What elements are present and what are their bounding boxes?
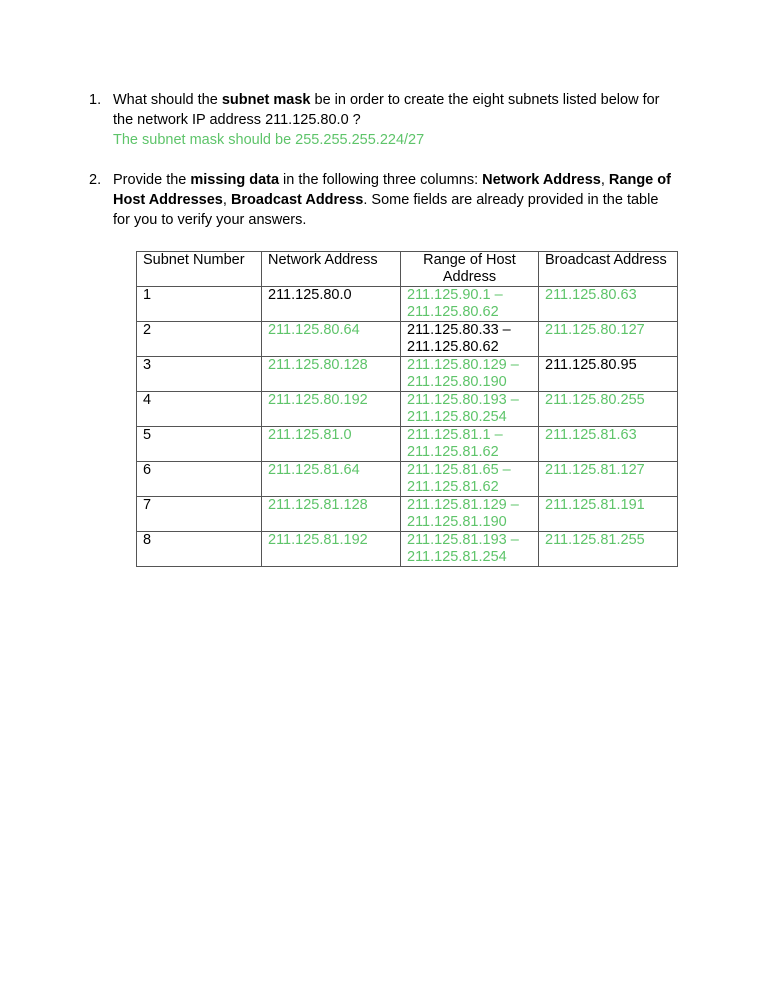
table-row: [137, 497, 678, 532]
question-emphasis: Broadcast Address: [230, 192, 364, 208]
question-text: What should the: [113, 92, 222, 108]
cell-broadcast-address-text: 211.125.81.63: [545, 427, 637, 443]
cell-subnet-number: [137, 287, 262, 322]
cell-host-range-text: 211.125.80.190: [407, 374, 507, 390]
cell-broadcast-address-text: 211.125.81.191: [545, 497, 645, 513]
cell-host-range: [401, 532, 539, 567]
answer-text: The subnet mask should be 255.255.255.224/27: [113, 132, 425, 148]
cell-subnet-number: [137, 462, 262, 497]
cell-broadcast-address: [539, 322, 678, 357]
cell-network-address-text: 211.125.80.0: [268, 287, 352, 303]
cell-broadcast-address: [539, 427, 678, 462]
cell-host-range-text: 211.125.81.193 –: [407, 532, 519, 548]
cell-host-range-text: 211.125.81.254: [407, 549, 507, 565]
table-row: [137, 322, 678, 357]
cell-host-range-text: 211.125.81.129 –: [407, 497, 519, 513]
cell-subnet-number-text: 3: [143, 357, 152, 373]
cell-network-address: [262, 497, 401, 532]
cell-network-address: [262, 322, 401, 357]
cell-subnet-number-text: 5: [143, 427, 152, 443]
cell-host-range-text: 211.125.80.62: [407, 304, 499, 320]
cell-network-address: [262, 287, 401, 322]
cell-network-address: [262, 357, 401, 392]
cell-network-address-text: 211.125.81.128: [268, 497, 368, 513]
cell-host-range-text: 211.125.81.190: [407, 514, 507, 530]
header-subnet-number: Subnet Number: [137, 252, 262, 287]
cell-host-range-text: 211.125.81.1 –: [407, 427, 503, 443]
cell-host-range-text: 211.125.90.1 –: [407, 287, 503, 303]
table-row: [137, 287, 678, 322]
cell-host-range-text: 211.125.80.62: [407, 339, 499, 355]
cell-host-range: [401, 287, 539, 322]
cell-subnet-number-text: 6: [143, 462, 152, 478]
cell-host-range: [401, 462, 539, 497]
cell-subnet-number-text: 8: [143, 532, 152, 548]
question-emphasis: Range of Host Addresses: [113, 172, 671, 208]
table-row: [137, 462, 678, 497]
cell-broadcast-address: [539, 497, 678, 532]
cell-network-address: [262, 427, 401, 462]
cell-network-address-text: 211.125.81.0: [268, 427, 352, 443]
cell-subnet-number: [137, 497, 262, 532]
question-emphasis: subnet mask: [221, 92, 311, 108]
cell-host-range: [401, 357, 539, 392]
question-2: [89, 170, 673, 230]
cell-host-range-text: 211.125.80.129 –: [407, 357, 519, 373]
cell-network-address-text: 211.125.80.128: [268, 357, 368, 373]
cell-host-range: [401, 392, 539, 427]
header-network-address: Network Address: [262, 252, 401, 287]
table-row: [137, 392, 678, 427]
cell-host-range-text: 211.125.81.62: [407, 479, 499, 495]
cell-broadcast-address: [539, 462, 678, 497]
cell-host-range-text: 211.125.80.254: [407, 409, 507, 425]
cell-broadcast-address: [539, 287, 678, 322]
question-text: . Some fields are already provided in the table for you to verify your answers.: [113, 192, 659, 228]
header-broadcast-address: Broadcast Address: [539, 252, 678, 287]
cell-broadcast-address-text: 211.125.80.127: [545, 322, 645, 338]
cell-broadcast-address-text: 211.125.81.127: [545, 462, 645, 478]
cell-host-range-text: 211.125.80.33 –: [407, 322, 511, 338]
cell-subnet-number-text: 1: [143, 287, 152, 303]
table-row: [137, 532, 678, 567]
cell-subnet-number: [137, 427, 262, 462]
question-text: be in order to create the eight subnets listed below for the network IP address 211.125.80.0 ?: [113, 92, 660, 128]
cell-network-address-text: 211.125.81.64: [268, 462, 360, 478]
question-text: ,: [222, 192, 231, 208]
cell-network-address-text: 211.125.80.192: [268, 392, 368, 408]
cell-host-range-text: 211.125.81.65 –: [407, 462, 511, 478]
cell-network-address-text: 211.125.80.64: [268, 322, 360, 338]
cell-broadcast-address: [539, 392, 678, 427]
cell-host-range: [401, 497, 539, 532]
cell-broadcast-address: [539, 357, 678, 392]
cell-network-address-text: 211.125.81.192: [268, 532, 368, 548]
cell-network-address: [262, 462, 401, 497]
question-number: 1.: [89, 92, 102, 108]
cell-broadcast-address-text: 211.125.80.63: [545, 287, 637, 303]
table-row: [137, 357, 678, 392]
table-row: [137, 427, 678, 462]
cell-subnet-number-text: 7: [143, 497, 152, 513]
cell-subnet-number-text: 2: [143, 322, 152, 338]
question-emphasis: missing data: [190, 172, 280, 188]
cell-host-range: [401, 427, 539, 462]
table-header-row: [137, 252, 678, 287]
cell-broadcast-address: [539, 532, 678, 567]
cell-host-range: [401, 322, 539, 357]
cell-broadcast-address-text: 211.125.80.255: [545, 392, 645, 408]
question-emphasis: Network Address: [482, 172, 601, 188]
question-1: [89, 90, 673, 150]
question-number: 2.: [89, 172, 102, 188]
cell-subnet-number-text: 4: [143, 392, 152, 408]
header-range-of-host-address: Range of Host Address: [401, 252, 539, 287]
cell-network-address: [262, 532, 401, 567]
question-text: Provide the: [113, 172, 191, 188]
cell-network-address: [262, 392, 401, 427]
question-text: ,: [600, 172, 609, 188]
subnet-table: [136, 251, 678, 567]
cell-host-range-text: 211.125.81.62: [407, 444, 499, 460]
cell-broadcast-address-text: 211.125.80.95: [545, 357, 637, 373]
question-text: in the following three columns:: [279, 172, 483, 188]
cell-subnet-number: [137, 392, 262, 427]
subnet-table-body: [137, 252, 678, 567]
cell-subnet-number: [137, 322, 262, 357]
cell-host-range-text: 211.125.80.193 –: [407, 392, 519, 408]
cell-subnet-number: [137, 357, 262, 392]
cell-broadcast-address-text: 211.125.81.255: [545, 532, 645, 548]
cell-subnet-number: [137, 532, 262, 567]
